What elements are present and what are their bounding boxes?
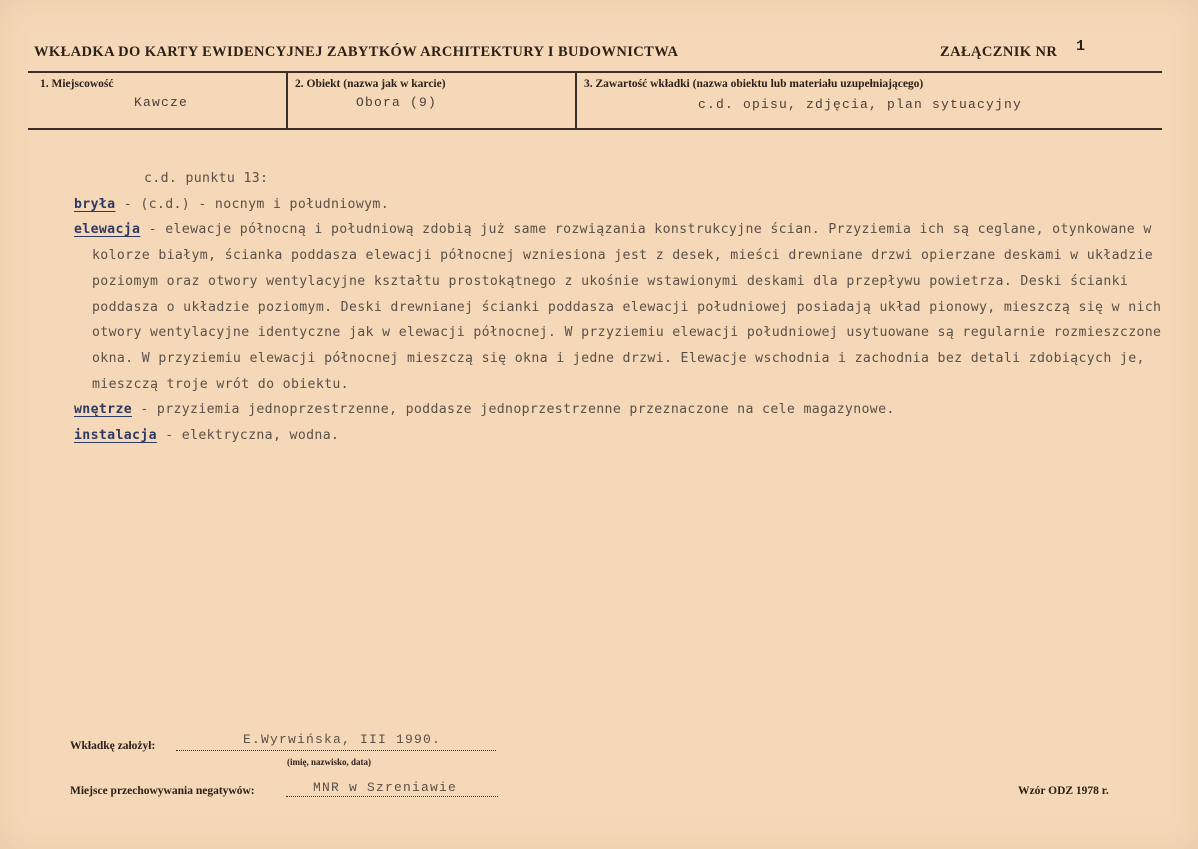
annex-label: ZAŁĄCZNIK NR: [940, 44, 1058, 60]
header-top-rule: [28, 71, 1162, 73]
elewacja-paragraph: [74, 217, 1184, 397]
wnetrze-paragraph: [74, 397, 1184, 423]
instalacja-paragraph: [74, 423, 1184, 449]
negatives-value: MNR w Szreniawie: [313, 780, 458, 795]
locality-value: Kawcze: [134, 95, 189, 110]
bryla-text: - (c.d.) - nocnym i południowym.: [115, 196, 390, 212]
contents-value: c.d. opisu, zdjęcia, plan sytuacyjny: [698, 97, 1023, 112]
field-divider-2: [575, 73, 577, 128]
wnetrze-keyword: wnętrze: [74, 402, 133, 418]
instalacja-keyword: instalacja: [74, 428, 157, 444]
annex-number: 1: [1076, 38, 1086, 55]
form-version: Wzór ODZ 1978 r.: [1018, 785, 1109, 797]
field-divider-1: [286, 73, 288, 128]
header-bottom-rule: [28, 128, 1162, 130]
founded-by-caption: (imię, nazwisko, data): [287, 757, 371, 767]
founded-by-line: [176, 750, 496, 751]
elewacja-text: - elewacje północną i południową zdobią już same rozwiązania konstrukcyjne ścian. Przyziemia ich są ceglane, otynkowane w kolorze białym, ścianka poddasza elewacji północnej wzniesiona jest z desek, mieści drewniane drzwi opierzane deskami w układzie poziomym oraz otwory wentylacyjne kształtu prostokątnego z ukośnie wstawionymi deskami dla przepływu powietrza. Deski ścianki poddasza o układzie poziomym. Deski drewnianej ścianki poddasza elewacji południowej posiadają układ pionowy, mieszczą się w nich otwory wentylacyjne identyczne jak w elewacji północnej. W przyziemiu elewacji południowej usytuowane są regularnie rozmieszczone okna. W przyziemiu elewacji północnej mieszczą się okna i jedne drzwi. Elewacje wschodnia i zachodnia bez detali zdobiących je, mieszczą troje wrót do obiektu.: [92, 222, 1162, 392]
card-title: WKŁADKA DO KARTY EWIDENCYJNEJ ZABYTKÓW ARCHITEKTURY I BUDOWNICTWA: [34, 44, 679, 60]
negatives-line: [286, 796, 498, 797]
founded-by-label: Wkładkę założył:: [70, 740, 156, 752]
founded-by-value: E.Wyrwińska, III 1990.: [243, 732, 442, 747]
intro-line: c.d. punktu 13:: [144, 171, 269, 186]
bryla-paragraph: [74, 192, 1184, 218]
object-label: 2. Obiekt (nazwa jak w karcie): [295, 78, 446, 90]
wnetrze-text: - przyziemia jednoprzestrzenne, poddasze jednoprzestrzenne przeznaczone na cele magazynowe.: [132, 402, 895, 418]
elewacja-keyword: elewacja: [74, 222, 141, 238]
contents-label: 3. Zawartość wkładki (nazwa obiektu lub materiału uzupełniającego): [584, 78, 924, 90]
object-value: Obora (9): [356, 95, 438, 110]
locality-label: 1. Miejscowość: [40, 78, 114, 90]
description-body: [74, 166, 1184, 449]
bryla-keyword: bryła: [74, 196, 116, 212]
negatives-label: Miejsce przechowywania negatywów:: [70, 785, 255, 797]
instalacja-text: - elektryczna, wodna.: [156, 428, 340, 444]
